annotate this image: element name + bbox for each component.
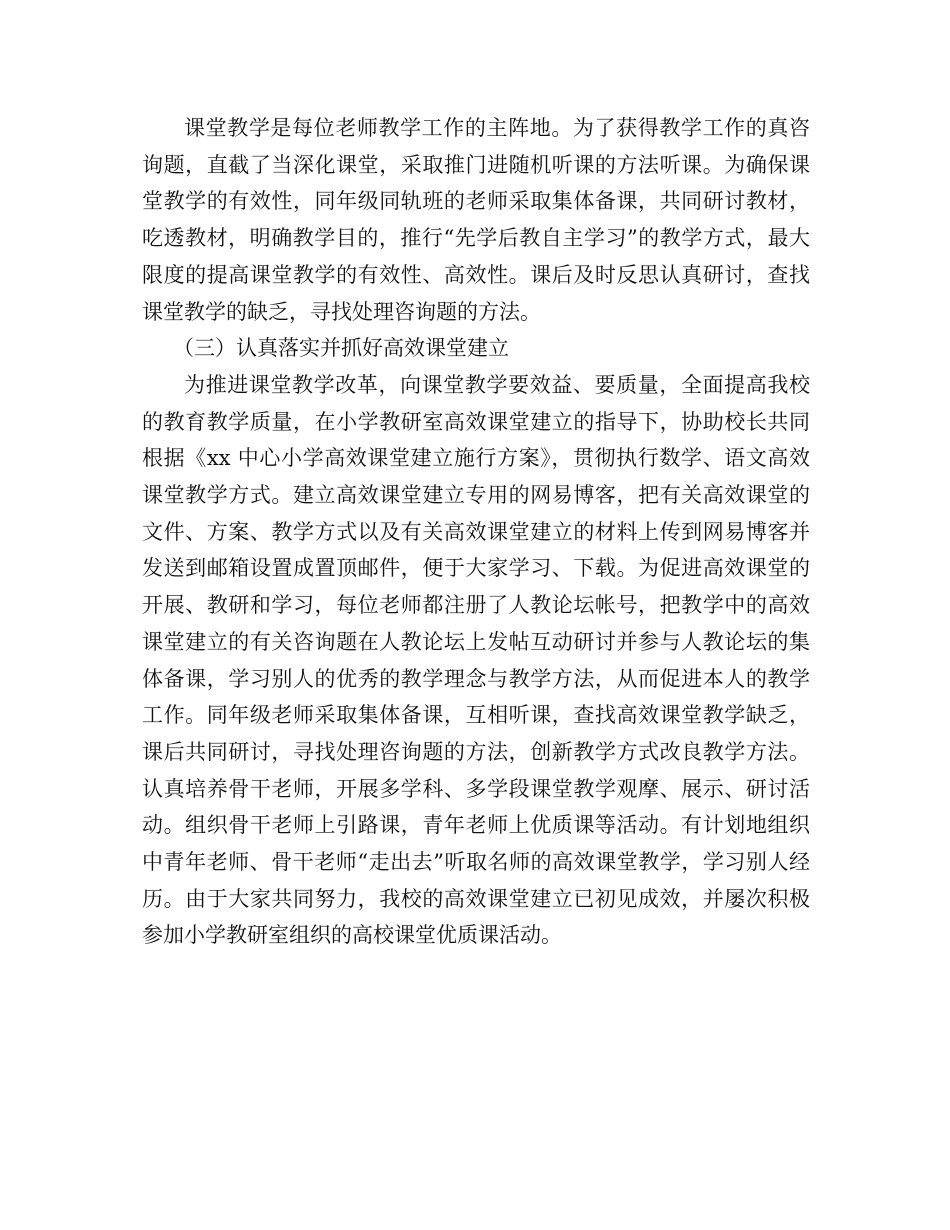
document-body [142, 110, 810, 954]
paragraph-efficient-classroom: 为推进课堂教学改革，向课堂教学要效益、要质量，全面提高我校的教育教学质量，在小学教研室高效课堂建立的指导下，协助校长共同根据《xx 中心小学高效课堂建立施行方案》，贯彻执行数学、语文高效课堂教学方式。建立高效课堂建立专用的网易博客，把有关高效课堂的文件、方案、教学方式以及有关高效课堂建立的材料上传到网易博客并发送到邮箱设置成置顶邮件，便于大家学习、下载。为促进高效课堂的开展、教研和学习，每位老师都注册了人教论坛帐号，把教学中的高效课堂建立的有关咨询题在人教论坛上发帖互动研讨并参与人教论坛的集体备课，学习别人的优秀的教学理念与教学方法，从而促进本人的教学工作。同年级老师采取集体备课，互相听课，查找高效课堂教学缺乏，课后共同研讨，寻找处理咨询题的方法，创新教学方式改良教学方法。认真培养骨干老师，开展多学科、多学段课堂教学观摩、展示、研讨活动。组织骨干老师上引路课，青年老师上优质课等活动。有计划地组织中青年老师、骨干老师“走出去”听取名师的高效课堂教学，学习别人经历。由于大家共同努力，我校的高效课堂建立已初见成效，并屡次积极参加小学教研室组织的高校课堂优质课活动。 [142, 372, 810, 948]
section-heading: （三）认真落实并抓好高效课堂建立 [173, 336, 509, 361]
paragraph-classroom-teaching: 课堂教学是每位老师教学工作的主阵地。为了获得教学工作的真咨询题，直截了当深化课堂，采取推门进随机听课的方法听课。为确保课堂教学的有效性，同年级同轨班的老师采取集体备课，共同研讨教材，吃透教材，明确教学目的，推行“先学后教自主学习”的教学方式，最大限度的提高课堂教学的有效性、高效性。课后及时反思认真研讨，查找课堂教学的缺乏，寻找处理咨询题的方法。 [142, 116, 810, 324]
